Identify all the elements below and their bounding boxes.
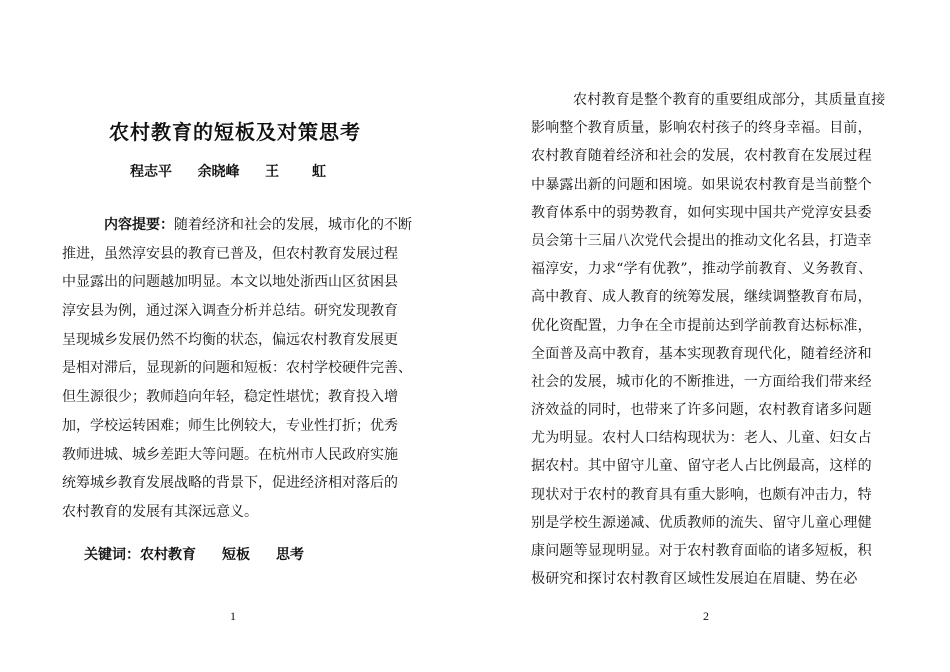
abstract-line: 是相对滞后，显现新的问题和短板：农村学校硬件完善、 — [62, 360, 412, 377]
abstract-line: 淳安县为例，通过深入调查分析并总结。研究发现教育 — [62, 303, 398, 320]
keyword: 思考 — [276, 547, 304, 563]
body-line: 教育体系中的弱势教育，如何实现中国共产党淳安县委 — [531, 204, 872, 221]
body-line: 极研究和探讨农村教育区域性发展迫在眉睫、势在必 — [531, 571, 858, 588]
body-line: 优化资配置，力争在全市提前达到学前教育达标标准， — [531, 317, 872, 334]
page-number: 1 — [230, 609, 236, 623]
author-name: 王 虹 — [265, 164, 340, 180]
body-line: 中暴露出新的问题和困境。如果说农村教育是当前整个 — [531, 176, 872, 193]
body-line: 康问题等显现明显。对于农村教育面临的诸多短板，积 — [531, 543, 872, 559]
keywords-label: 关键词： — [84, 547, 140, 563]
body-line: 员会第十三届八次党代会提出的推动文化名县，打造幸 — [531, 232, 872, 249]
body-line: 高中教育、成人教育的统筹发展，继续调整教育布局， — [531, 289, 872, 306]
abstract-line: 推进，虽然淳安县的教育已普及，但农村教育发展过程 — [62, 245, 398, 262]
abstract-line: 统筹城乡教育发展战略的背景下，促进经济相对落后的 — [62, 475, 398, 492]
article-title: 农村教育的短板及对策思考 — [109, 120, 361, 144]
author-name: 余晓峰 — [197, 164, 240, 180]
abstract-text: 随着经济和社会的发展，城市化的不断 — [174, 217, 412, 233]
abstract-line: 呈现城乡发展仍然不均衡的状态，偏远农村教育发展更 — [62, 331, 398, 348]
body-line: 全面普及高中教育，基本实现教育现代化，随着经济和 — [531, 345, 872, 362]
abstract-label: 内容提要： — [104, 217, 174, 233]
body-line: 影响整个教育质量，影响农村孩子的终身幸福。目前， — [531, 120, 872, 137]
author-name: 程志平 — [130, 164, 172, 180]
body-line: 社会的发展，城市化的不断推进，一方面给我们带来经 — [531, 373, 872, 390]
abstract-line: 农村教育的发展有其深远意义。 — [62, 503, 258, 520]
page-number: 2 — [703, 609, 709, 623]
abstract-line: 中显露出的问题越加明显。本文以地处浙西山区贫困县 — [62, 274, 398, 291]
body-line: 别是学校生源递减、优质教师的流失、留守儿童心理健 — [531, 514, 872, 531]
abstract-line: 教师进城、城乡差距大等问题。在杭州市人民政府实施 — [62, 446, 398, 463]
body-line: 尤为明显。农村人口结构现状为：老人、儿童、妇女占 — [531, 430, 872, 447]
abstract-line: 加，学校运转困难；师生比例较大，专业性打折；优秀 — [62, 417, 398, 434]
body-line: 农村教育随着经济和社会的发展，农村教育在发展过程 — [531, 148, 872, 165]
body-line: 济效益的同时，也带来了许多问题，农村教育诸多问题 — [531, 402, 872, 419]
right-page — [475, 0, 950, 672]
body-text — [531, 86, 901, 593]
body-line: 据农村。其中留守儿童、留守老人占比例最高，这样的 — [531, 458, 872, 475]
abstract-line — [62, 211, 412, 240]
keyword: 短板 — [222, 547, 250, 563]
keyword: 农村教育 — [140, 547, 196, 563]
author-list — [130, 161, 340, 181]
abstract-line: 但生源很少；教师趋向年轻，稳定性堪忧；教育投入增 — [62, 389, 398, 406]
body-line: 现状对于农村的教育具有重大影响，也颇有冲击力，特 — [531, 486, 872, 503]
body-line: 福淳安，力求“学有优教”，推动学前教育、义务教育、 — [531, 261, 873, 278]
keywords — [84, 544, 330, 564]
body-line: 农村教育是整个教育的重要组成部分，其质量直接 — [573, 92, 886, 108]
abstract — [62, 211, 412, 527]
